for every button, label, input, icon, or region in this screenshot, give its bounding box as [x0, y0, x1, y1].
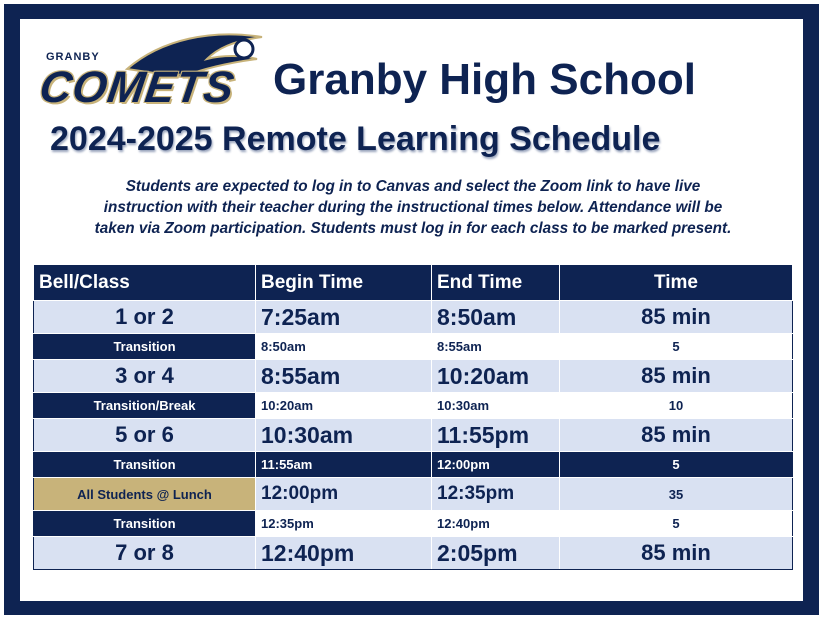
row-begin: 7:25am: [256, 301, 432, 334]
row-begin: 12:35pm: [256, 511, 432, 537]
row-end: 2:05pm: [432, 537, 560, 570]
row-begin: 8:55am: [256, 360, 432, 393]
table-row: [34, 478, 793, 511]
intro-text: [38, 176, 788, 239]
row-end: 8:55am: [432, 334, 560, 360]
row-end: 10:20am: [432, 360, 560, 393]
row-label: 1 or 2: [34, 301, 256, 334]
school-title: Granby High School: [273, 55, 696, 104]
schedule-title: 2024-2025 Remote Learning Schedule: [50, 120, 661, 158]
table-row: [34, 334, 793, 360]
table-row: [34, 393, 793, 419]
intro-line: instruction with their teacher during the instructional times below. Attendance will be: [103, 199, 723, 216]
table-row: [34, 511, 793, 537]
header-time: Time: [560, 265, 793, 301]
row-label: 7 or 8: [34, 537, 256, 570]
comets-logo: [32, 29, 262, 121]
row-begin: 12:40pm: [256, 537, 432, 570]
row-label: 5 or 6: [34, 419, 256, 452]
row-time: 85 min: [560, 301, 793, 334]
row-time: 85 min: [560, 419, 793, 452]
table-row: [34, 360, 793, 393]
row-end: 12:35pm: [432, 478, 560, 511]
row-time: 35: [560, 478, 793, 511]
row-begin: 12:00pm: [256, 478, 432, 511]
row-label: Transition: [34, 511, 256, 537]
table-row: [34, 301, 793, 334]
row-begin: 8:50am: [256, 334, 432, 360]
intro-line: Students are expected to log in to Canvas and select the Zoom link to have live: [125, 178, 701, 195]
header-begin-time: Begin Time: [256, 265, 432, 301]
row-label: 3 or 4: [34, 360, 256, 393]
row-end: 12:00pm: [432, 452, 560, 478]
row-end: 11:55pm: [432, 419, 560, 452]
row-time: 85 min: [560, 537, 793, 570]
row-label: Transition: [34, 334, 256, 360]
table-row: [34, 419, 793, 452]
header-end-time: End Time: [432, 265, 560, 301]
flyer: [20, 19, 803, 601]
logo-comets-text: COMETS: [36, 63, 238, 112]
logo-granby-text: GRANBY: [46, 51, 100, 63]
row-end: 12:40pm: [432, 511, 560, 537]
table-row: [34, 452, 793, 478]
row-label: All Students @ Lunch: [34, 478, 256, 511]
row-time: 5: [560, 452, 793, 478]
row-time: 5: [560, 511, 793, 537]
row-end: 8:50am: [432, 301, 560, 334]
row-end: 10:30am: [432, 393, 560, 419]
schedule-table: [33, 264, 793, 570]
intro-line: taken via Zoom participation. Students must log in for each class to be marked present.: [94, 220, 732, 237]
page-border: [4, 4, 819, 615]
row-time: 85 min: [560, 360, 793, 393]
row-begin: 10:20am: [256, 393, 432, 419]
header-bell-class: Bell/Class: [34, 265, 256, 301]
row-time: 10: [560, 393, 793, 419]
row-time: 5: [560, 334, 793, 360]
row-begin: 11:55am: [256, 452, 432, 478]
table-row: [34, 537, 793, 570]
row-begin: 10:30am: [256, 419, 432, 452]
row-label: Transition/Break: [34, 393, 256, 419]
row-label: Transition: [34, 452, 256, 478]
table-header-row: [34, 265, 793, 301]
